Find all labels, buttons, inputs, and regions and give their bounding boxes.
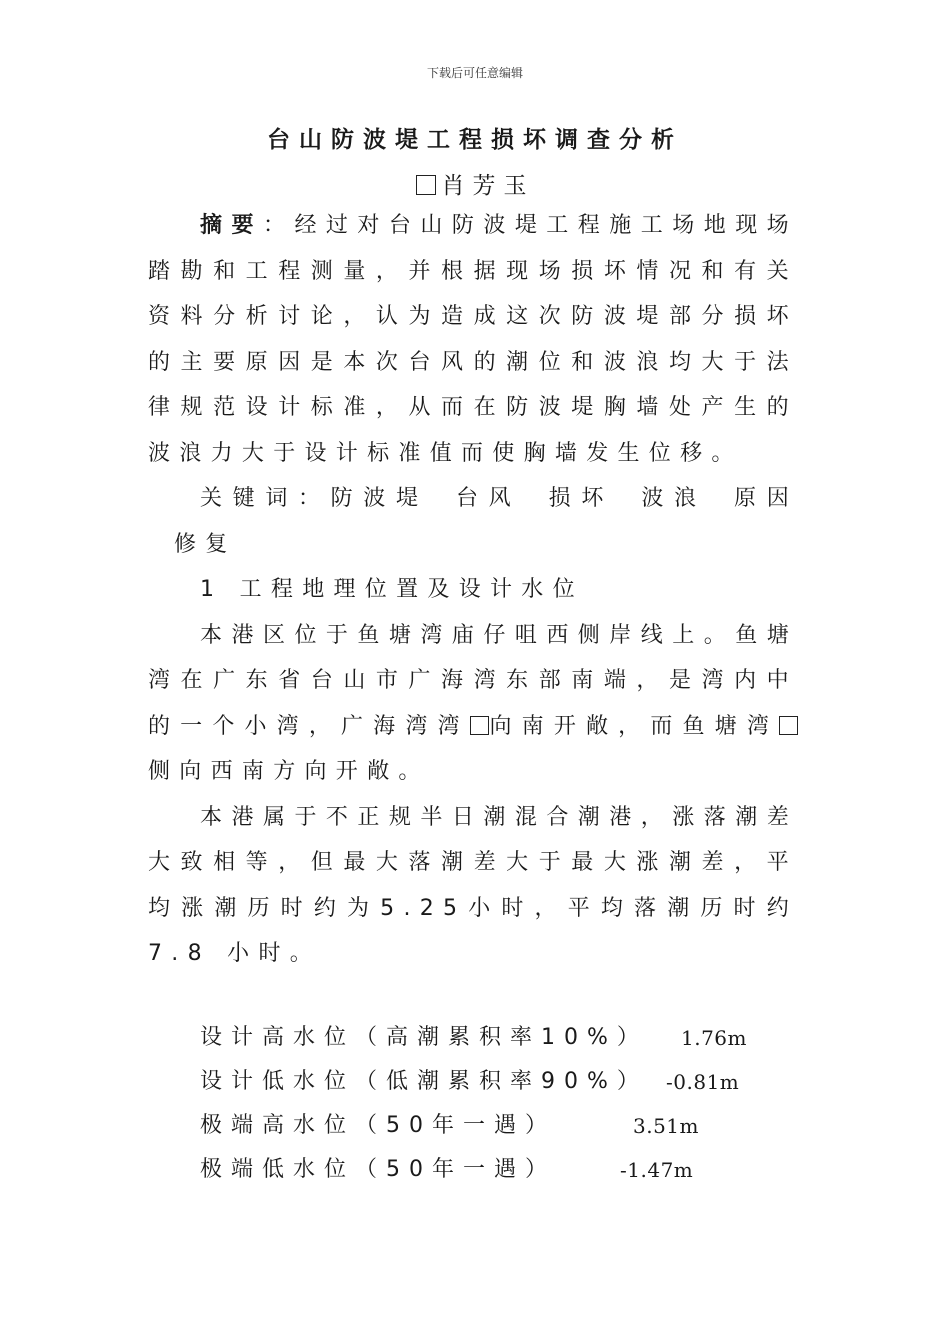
keywords-paragraph bbox=[148, 476, 798, 567]
water-level-value: 1.76m bbox=[681, 1026, 747, 1050]
location-text-3: 侧向西南方向开敞。 bbox=[148, 759, 430, 784]
abstract-label: 摘要 bbox=[200, 213, 263, 238]
location-text-1: 本港区位于鱼塘湾庙仔咀西侧岸线上。鱼塘湾在广东省台山市广海湾东部南端，是湾内中的一个小湾，广海湾湾 bbox=[148, 622, 798, 739]
placeholder-box-icon bbox=[470, 716, 489, 735]
keyword: 台风 bbox=[454, 486, 522, 511]
water-level-label: 极端高水位（50年一遇） bbox=[200, 1113, 556, 1138]
water-level-label: 设计低水位（低潮累积率90%） bbox=[200, 1069, 648, 1094]
water-level-value: -1.47m bbox=[620, 1158, 694, 1182]
section-heading bbox=[148, 567, 798, 613]
water-level-list bbox=[200, 1016, 747, 1192]
author-line bbox=[0, 167, 950, 200]
placeholder-box-icon bbox=[779, 716, 798, 735]
document-body bbox=[148, 203, 798, 977]
section-title: 工程地理位置及设计水位 bbox=[239, 577, 584, 602]
abstract-text: 经过对台山防波堤工程施工场地现场踏勘和工程测量，并根据现场损坏情况和有关资料分析讨论，认为造成这次防波堤部分损坏的主要原因是本次台风的潮位和波浪均大于法律规范设计标准，从而在防波堤胸墙处产生的波浪力大于设计标准值而使胸墙发生位移。 bbox=[148, 213, 798, 466]
document-title: 台山防波堤工程损坏调查分析 bbox=[267, 127, 683, 153]
section-number: 1 bbox=[200, 577, 224, 602]
water-level-value: -0.81m bbox=[666, 1070, 740, 1094]
abstract-paragraph bbox=[148, 203, 798, 476]
keyword: 修复 bbox=[174, 531, 237, 557]
location-paragraph bbox=[148, 613, 798, 795]
water-level-row bbox=[200, 1104, 699, 1148]
water-level-label: 极端低水位（50年一遇） bbox=[200, 1157, 556, 1182]
keyword: 原因 bbox=[732, 486, 799, 511]
water-level-row bbox=[200, 1148, 694, 1192]
page-header-note: 下载后可任意编辑 bbox=[426, 66, 523, 80]
keyword: 防波堤 bbox=[330, 486, 429, 511]
water-level-row bbox=[200, 1060, 740, 1104]
keyword: 波浪 bbox=[640, 486, 707, 511]
water-level-value: 3.51m bbox=[633, 1114, 699, 1138]
water-level-row bbox=[200, 1016, 747, 1060]
placeholder-box-icon bbox=[416, 175, 436, 195]
tide-paragraph: 本港属于不正规半日潮混合潮港，涨落潮差大致相等，但最大落潮差大于最大涨潮差，平均涨潮历时约为5.25小时，平均落潮历时约7.8 小时。 bbox=[148, 804, 798, 966]
water-level-label: 设计高水位（高潮累积率10%） bbox=[200, 1025, 648, 1050]
abstract-colon: ： bbox=[262, 213, 295, 238]
keywords-label: 关键词： bbox=[200, 486, 331, 511]
author-name: 肖芳玉 bbox=[441, 173, 535, 199]
keyword: 损坏 bbox=[547, 486, 614, 511]
location-text-2: 向南开敞，而鱼塘湾 bbox=[488, 713, 779, 739]
